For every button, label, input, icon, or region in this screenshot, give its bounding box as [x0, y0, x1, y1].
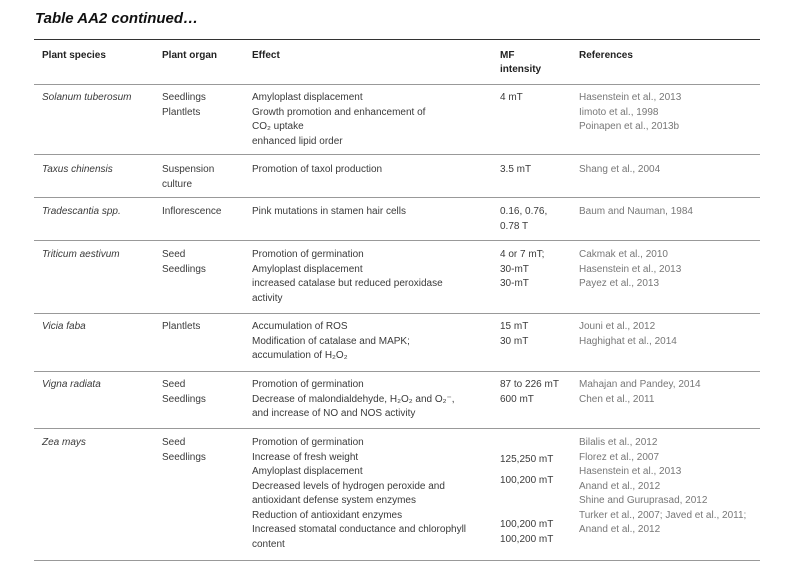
row-vicia-effect	[252, 320, 410, 364]
row-vigna-effect	[252, 378, 455, 422]
mf-line: 30-mT	[500, 278, 529, 289]
header-effect: Effect	[252, 50, 280, 61]
organ-line: Suspension	[162, 164, 215, 175]
effect-line: Promotion of germination	[252, 437, 364, 448]
mf-line: 600 mT	[500, 393, 534, 405]
table-caption: Table AA2 continued…	[35, 10, 199, 27]
header-mf-intensity	[500, 49, 541, 77]
row-divider	[34, 371, 760, 372]
ref-line: Anand et al., 2012	[579, 480, 661, 492]
row-divider	[34, 428, 760, 429]
effect-line: Amyloplast displacement	[252, 466, 363, 477]
row-zea-organ	[162, 436, 206, 465]
effect-line: Reduction of antioxidant enzymes	[252, 509, 403, 521]
mf-line: 100,200 mT	[500, 533, 554, 545]
ref-line: Cakmak et al., 2010	[579, 249, 668, 260]
mf-line: 100,200 mT	[500, 475, 554, 486]
table-top-rule	[34, 39, 760, 40]
row-taxus-mf	[500, 163, 531, 178]
effect-line: Promotion of germination	[252, 249, 364, 260]
ref-line: Haghighat et al., 2014	[579, 335, 677, 347]
row-zea-refs	[579, 436, 746, 538]
row-taxus-organ	[162, 163, 214, 192]
ref-line: Florez et al., 2007	[579, 451, 660, 463]
row-divider	[34, 240, 760, 241]
mf-line: 30-mT	[500, 263, 529, 275]
organ-line: Seedlings	[162, 393, 206, 405]
organ-line: Plantlets	[162, 106, 201, 118]
row-tradescantia-mf	[500, 205, 547, 234]
organ-line: Seedlings	[162, 451, 206, 463]
header-plant-organ: Plant organ	[162, 50, 218, 61]
row-taxus-refs	[579, 163, 660, 178]
effect-line: Decrease of malondialdehyde, H₂O₂ and O₂⁻,	[252, 393, 455, 405]
ref-line: Mahajan and Pandey, 2014	[579, 379, 701, 390]
ref-line: Iimoto et al., 1998	[579, 106, 659, 118]
row-triticum-species: Triticum aestivum	[42, 249, 120, 260]
organ-line: Seed	[162, 379, 186, 390]
row-vigna-refs	[579, 378, 701, 407]
row-vicia-refs	[579, 320, 677, 349]
row-zea-effect	[252, 436, 466, 552]
row-divider	[34, 313, 760, 314]
mf-line: 125,250 mT	[500, 454, 554, 465]
row-vicia-species: Vicia faba	[42, 321, 86, 332]
ref-line: Hasenstein et al., 2013	[579, 92, 682, 103]
ref-line: Chen et al., 2011	[579, 393, 655, 405]
row-solanum-refs	[579, 91, 681, 135]
row-vicia-organ	[162, 320, 200, 335]
effect-line: accumulation of H₂O₂	[252, 350, 348, 361]
mf-line: 4 mT	[500, 92, 523, 103]
organ-line: Seedlings	[162, 92, 206, 103]
mf-line: 100,200 mT	[500, 519, 554, 530]
ref-line: Baum and Nauman, 1984	[579, 206, 693, 217]
row-solanum-organ	[162, 91, 206, 120]
mf-line: 4 or 7 mT;	[500, 249, 545, 260]
effect-line: Increase of fresh weight	[252, 451, 359, 463]
row-tradescantia-species: Tradescantia spp.	[42, 206, 121, 217]
row-solanum-effect	[252, 91, 425, 149]
effect-line: content	[252, 538, 285, 550]
effect-line: Modification of catalase and MAPK;	[252, 335, 410, 347]
ref-line: Hasenstein et al., 2013	[579, 466, 682, 477]
effect-line: activity	[252, 292, 283, 304]
organ-line: culture	[162, 178, 193, 190]
effect-line: Amyloplast displacement	[252, 263, 363, 275]
mf-line: 0.78 T	[500, 220, 529, 232]
effect-line: Promotion of taxol production	[252, 164, 383, 175]
row-triticum-organ	[162, 248, 206, 277]
row-zea-species: Zea mays	[42, 437, 86, 448]
row-taxus-species: Taxus chinensis	[42, 164, 113, 175]
ref-line: Shine and Guruprasad, 2012	[579, 495, 708, 506]
organ-line: Seed	[162, 437, 186, 448]
row-divider	[34, 154, 760, 155]
mf-line: 0.16, 0.76,	[500, 206, 548, 217]
header-mf-line2: intensity	[500, 64, 542, 75]
header-divider	[34, 84, 760, 85]
effect-line: enhanced lipid order	[252, 135, 343, 147]
header-references: References	[579, 50, 633, 61]
mf-line: 30 mT	[500, 335, 529, 347]
effect-line: antioxidant defense system enzymes	[252, 495, 416, 506]
mf-line: 87 to 226 mT	[500, 379, 559, 390]
row-vigna-organ	[162, 378, 206, 407]
row-tradescantia-organ	[162, 205, 221, 220]
effect-line: and increase of NO and NOS activity	[252, 408, 416, 419]
row-taxus-effect	[252, 163, 382, 178]
row-zea-mf-1	[500, 453, 553, 468]
effect-line: CO₂ uptake	[252, 121, 304, 132]
row-solanum-mf	[500, 91, 523, 106]
effect-line: Amyloplast displacement	[252, 92, 363, 103]
row-vigna-mf	[500, 378, 559, 407]
organ-line: Seed	[162, 249, 186, 260]
effect-line: Decreased levels of hydrogen peroxide and	[252, 480, 445, 492]
ref-line: Bilalis et al., 2012	[579, 437, 658, 448]
effect-line: Accumulation of ROS	[252, 321, 348, 332]
row-triticum-refs	[579, 248, 681, 292]
ref-line: Poinapen et al., 2013b	[579, 121, 680, 132]
row-triticum-effect	[252, 248, 443, 306]
organ-line: Seedlings	[162, 263, 206, 275]
header-plant-species: Plant species	[42, 50, 106, 61]
effect-line: Promotion of germination	[252, 379, 364, 390]
effect-line: Growth promotion and enhancement of	[252, 106, 426, 118]
mf-line: 3.5 mT	[500, 164, 532, 175]
mf-line: 15 mT	[500, 321, 529, 332]
effect-line: increased catalase but reduced peroxidase	[252, 278, 443, 289]
row-triticum-mf	[500, 248, 544, 292]
organ-line: Plantlets	[162, 321, 201, 332]
ref-line: Hasenstein et al., 2013	[579, 263, 682, 275]
row-divider	[34, 197, 760, 198]
ref-line: Anand et al., 2012	[579, 524, 661, 535]
ref-line: Payez et al., 2013	[579, 278, 660, 289]
organ-line: Inflorescence	[162, 206, 222, 217]
row-zea-mf-3	[500, 518, 553, 547]
table-bottom-rule	[34, 560, 760, 561]
row-tradescantia-effect	[252, 205, 406, 220]
row-tradescantia-refs	[579, 205, 693, 220]
effect-line: Pink mutations in stamen hair cells	[252, 206, 406, 217]
header-mf-line1: MF	[500, 50, 515, 61]
row-vicia-mf	[500, 320, 528, 349]
ref-line: Jouni et al., 2012	[579, 321, 656, 332]
ref-line: Turker et al., 2007; Javed et al., 2011;	[579, 509, 747, 521]
ref-line: Shang et al., 2004	[579, 164, 661, 175]
effect-line: Increased stomatal conductance and chlorophyll	[252, 524, 467, 535]
row-vigna-species: Vigna radiata	[42, 379, 101, 390]
row-solanum-species: Solanum tuberosum	[42, 92, 132, 103]
row-zea-mf-2	[500, 474, 553, 489]
